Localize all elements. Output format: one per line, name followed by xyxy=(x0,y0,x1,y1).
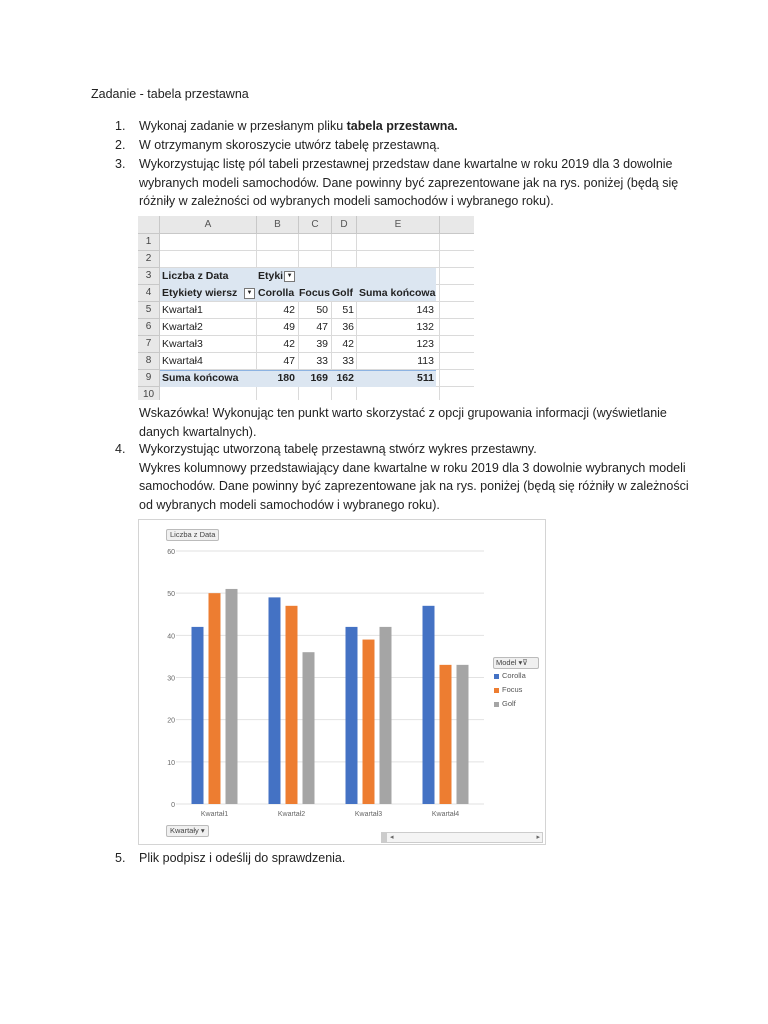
total-cell: 180 xyxy=(277,372,295,384)
scroll-thumb[interactable] xyxy=(382,833,387,842)
document-title: Zadanie - tabela przestawna xyxy=(91,87,249,101)
column-header: A xyxy=(160,216,257,234)
list-text: Wykonaj zadanie w przesłanym pliku tabela przestawna. xyxy=(139,119,458,133)
list-number: 4. xyxy=(115,442,126,456)
bar xyxy=(346,627,358,804)
data-cell: 42 xyxy=(342,338,354,350)
hint-text: Wskazówka! Wykonując ten punkt warto skorzystać z opcji grupowania informacji (wyświetlanie danych kwartalnych). xyxy=(139,406,667,439)
column-header xyxy=(440,216,474,234)
pivot-table-screenshot xyxy=(138,214,474,400)
data-cell: 36 xyxy=(342,321,354,333)
legend-item: Golf xyxy=(493,697,539,711)
row-header: 8 xyxy=(138,353,160,370)
data-cell: 51 xyxy=(342,304,354,316)
y-tick-label: 20 xyxy=(167,717,175,725)
pivot-chart xyxy=(138,519,546,845)
y-tick-label: 60 xyxy=(167,549,175,556)
data-cell: 33 xyxy=(316,355,328,367)
row-header: 6 xyxy=(138,319,160,336)
bar xyxy=(226,589,238,804)
header-cell: Focus xyxy=(299,287,330,299)
column-header: B xyxy=(257,216,299,234)
total-label: Suma końcowa xyxy=(162,372,239,384)
bar xyxy=(209,593,221,804)
row-label: Kwartał4 xyxy=(162,355,203,367)
y-tick-label: 10 xyxy=(167,759,175,767)
total-cell: 169 xyxy=(310,372,328,384)
row-header: 2 xyxy=(138,251,160,268)
data-cell: 39 xyxy=(316,338,328,350)
row-header: 5 xyxy=(138,302,160,319)
total-cell: 162 xyxy=(336,372,354,384)
bar xyxy=(286,606,298,804)
chart-canvas xyxy=(139,520,545,844)
value-field-button[interactable]: Liczba z Data xyxy=(166,529,219,541)
legend-swatch xyxy=(494,702,499,707)
header-cell: Golf xyxy=(332,287,353,299)
y-tick-label: 40 xyxy=(167,633,175,641)
data-cell: 47 xyxy=(316,321,328,333)
row-label: Kwartał1 xyxy=(162,304,203,316)
x-tick-label: Kwartał4 xyxy=(431,811,460,818)
data-cell: 49 xyxy=(283,321,295,333)
chart-scrollbar[interactable] xyxy=(381,832,543,843)
x-tick-label: Kwartał3 xyxy=(354,811,383,818)
header-cell: Corolla xyxy=(258,287,295,299)
x-tick-label: Kwartał2 xyxy=(277,811,306,818)
column-labels-cell[interactable]: Etyki ▼ xyxy=(258,268,298,284)
row-header: 7 xyxy=(138,336,160,353)
legend-item: Focus xyxy=(493,683,539,697)
column-header: C xyxy=(299,216,332,234)
filter-dropdown-icon[interactable]: ▼ xyxy=(284,271,295,282)
file-name-bold: tabela przestawna. xyxy=(346,119,458,133)
data-cell: 42 xyxy=(283,304,295,316)
bar xyxy=(303,652,315,804)
row-header: 9 xyxy=(138,370,160,387)
legend-swatch xyxy=(494,688,499,693)
list-text: Plik podpisz i odeślij do sprawdzenia. xyxy=(139,851,346,865)
data-cell: 113 xyxy=(417,355,434,367)
x-tick-label: Kwartał1 xyxy=(200,811,229,818)
value-field-label: Liczba z Data xyxy=(162,270,229,282)
y-tick-label: 0 xyxy=(171,802,175,809)
data-cell: 42 xyxy=(283,338,295,350)
y-tick-label: 30 xyxy=(167,675,175,683)
legend-swatch xyxy=(494,674,499,679)
list-text: W otrzymanym skoroszycie utwórz tabelę przestawną. xyxy=(139,138,440,152)
scroll-right-arrow[interactable]: ▸ xyxy=(536,834,540,841)
data-cell: 123 xyxy=(416,338,434,350)
bar xyxy=(363,640,375,804)
list-number: 3. xyxy=(115,157,126,171)
bar xyxy=(423,606,435,804)
header-cell: Suma końcowa xyxy=(359,287,436,299)
row-header: 3 xyxy=(138,268,160,285)
bar xyxy=(192,627,204,804)
legend-item: Corolla xyxy=(493,669,539,683)
list-text: Wykorzystując listę pól tabeli przestawnej przedstaw dane kwartalne w roku 2019 dla 3 dowolnie wybranych modeli samochodów. Dane powinny być zaprezentowane jak na rys. poniżej (będą się różniły w zależności od wybranych modeli samochodów i wybranego roku). xyxy=(139,157,679,209)
row-header: 4 xyxy=(138,285,160,302)
row-labels-cell[interactable]: Etykiety wiersz ▼ xyxy=(162,285,256,301)
row-header: 1 xyxy=(138,234,160,251)
bar xyxy=(457,665,469,804)
axis-field-button[interactable]: Kwartały ▾ xyxy=(166,825,209,837)
data-cell: 50 xyxy=(316,304,328,316)
legend-field-button[interactable]: Model ▾⊽ xyxy=(493,657,539,669)
bar xyxy=(440,665,452,804)
row-label: Kwartał2 xyxy=(162,321,203,333)
list-number: 2. xyxy=(115,138,126,152)
list-text: Wykorzystując utworzoną tabelę przestawną stwórz wykres przestawny. Wykres kolumnowy przedstawiający dane kwartalne w roku 2019 dla 3 dowolnie wybranych modeli samochodów. Dane powinny być zaprezentowane jak na rys. poniżej (będą się różniły w zależności od wybranych modeli samochodów i wybranego roku). xyxy=(139,442,689,512)
column-header: E xyxy=(357,216,440,234)
column-header: D xyxy=(332,216,357,234)
list-number: 1. xyxy=(115,119,126,133)
bar xyxy=(269,597,281,804)
filter-icon[interactable]: ▾⊽ xyxy=(518,658,528,667)
bar xyxy=(380,627,392,804)
y-tick-label: 50 xyxy=(167,591,175,599)
row-label: Kwartał3 xyxy=(162,338,203,350)
corner-cell xyxy=(138,216,160,234)
data-cell: 143 xyxy=(416,304,434,316)
row-header: 10 xyxy=(138,387,160,400)
chart-legend xyxy=(493,657,539,711)
list-number: 5. xyxy=(115,851,126,865)
data-cell: 47 xyxy=(283,355,295,367)
data-cell: 132 xyxy=(416,321,434,333)
data-cell: 33 xyxy=(342,355,354,367)
filter-dropdown-icon[interactable]: ▼ xyxy=(244,288,255,299)
total-cell: 511 xyxy=(417,372,434,384)
scroll-left-arrow[interactable]: ◂ xyxy=(390,834,394,841)
